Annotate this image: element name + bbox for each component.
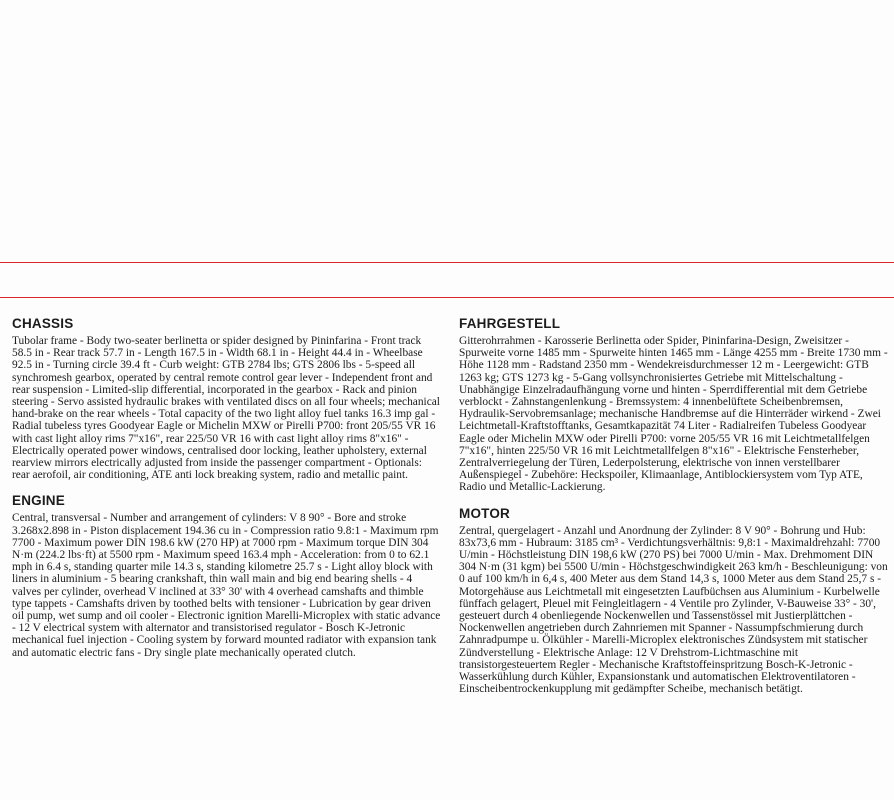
engine-section [12,493,442,658]
chassis-text: Tubolar frame - Body two-seater berlinetta or spider designed by Pininfarina - Front track 58.5 in - Rear track 57.7 in - Length 167.5 in - Width 68.1 in - Height 44.4 in - Wheelbase 92.5 in - Turning circle 39.4 ft - Curb weight: GTB 2784 lbs; GTS 2806 lbs - 5-speed all synchromesh gearbox, operated by central remote control gear lever - Independent front and rear suspension - Limited-slip differential, incorporated in the gearbox - Rack and pinion steering - Servo assisted hydraulic brakes with ventilated discs on all four wheels; mechanical hand-brake on the rear wheels - Total capacity of the two light alloy fuel tanks 16.3 imp gal - Radial tubeless tyres Goodyear Eagle or Michelin MXW or Pirelli P700: front 205/55 VR 16 with cast light alloy rims 7"x16", rear 225/50 VR 16 with cast light alloy rims 8"x16" - Electrically operated power windows, centralised door locking, leather upholstery, external rearview mirrors electrically adjusted from inside the passenger compartment - Optionals: rear aerofoil, air conditioning, ATE anti lock breaking system, radio and metallic paint. [12,335,440,482]
engine-heading: ENGINE [12,493,65,509]
fahrgestell-text: Gitterohrrahmen - Karosserie Berlinetta oder Spider, Pininfarina-Design, Zweisitzer - Spurweite vorne 1485 mm - Spurweite hinten 1465 mm - Länge 4255 mm - Breite 1730 mm - Höhe 1128 mm - Radstand 2350 mm - Wendekreisdurchmesser 12 m - Leergewicht: GTB 1263 kg; GTS 1273 kg - 5-Gang vollsynchronisiertes Getriebe mit Mittelschaltung - Unabhängige Einzelradaufhängung vorne und hinten - Sperrdifferential mit dem Getriebe verblockt - Zahnstangenlenkung - Bremssystem: 4 innenbelüftete Scheibenbremsen, Hydraulik-Servobremsanlage; mechanische Handbremse auf die Hinterräder wirkend - Zwei Leichtmetall-Kraftstofftanks, Gesamtkapazität 74 Liter - Radialreifen Tubeless Goodyear Eagle oder Michelin MXW oder Pirelli P700: vorne 205/55 VR 16 mit Leichtmetallfelgen 7"x16", hinten 225/50 VR 16 mit Leichtmetallfelgen 8"x16" - Elektrische Fensterheber, Zentralverriegelung der Türen, Lederpolsterung, elektrische von innen verstellbarer Außenspiegel - Zubehöre: Heckspoiler, Klimaanlage, Antiblockiersystem vom Typ ATE, Radio und Metallic-Lackierung. [459,335,888,494]
top-red-rule [0,262,894,263]
bottom-red-rule [0,297,894,298]
motor-heading: MOTOR [459,505,510,521]
english-column [12,316,442,659]
german-column [459,316,889,695]
chassis-section [12,316,442,481]
fahrgestell-heading: FAHRGESTELL [459,316,561,331]
fahrgestell-section [459,316,889,494]
motor-text: Zentral, quergelagert - Anzahl und Anordnung der Zylinder: 8 V 90° - Bohrung und Hub: 83x73,6 mm - Hubraum: 3185 cm³ - Verdichtungsverhältnis: 9,8:1 - Maximaldrehzahl: 7700 U/min - Höchstleistung DIN 198,6 kW (270 PS) bei 7000 U/min - Max. Drehmoment DIN 304 N·m (31 kgm) bei 5500 U/min - Höchstgeschwindigkeit 263 km/h - Beschleunigung: von 0 auf 100 km/h in 6,4 s, 400 Meter aus dem Stand 14,3 s, 1000 Meter aus dem Stand 25,7 s - Motorgehäuse aus Leichtmetall mit eingesetzten Laufbüchsen aus Aluminium - Kurbelwelle fünffach gelagert, Pleuel mit Feingleitlagern - 4 Ventile pro Zylinder, V-Bauweise 33° - 30', gesteuert durch 4 obenliegende Nockenwellen und Tassenstössel mit Justierplättchen - Nockenwellen angetrieben durch Zahnriemen mit Spanner - Nassumpfschmierung durch Zahnradpumpe u. Ölkühler - Marelli-Microplex elektronisches Zündsystem mit statischer Zündverstellung - Elektrische Anlage: 12 V Drehstrom-Lichtmaschine mit transistorgesteuertem Regler - Mechanische Kraftstoffeinspritzung Bosch-K-Jetronic - Wasserkühlung durch Kühler, Expansionstank und automatischen Elektroventilatoren - Einscheibentrockenkupplung mit gedämpfter Scheibe, mechanisch betätigt. [459,524,888,696]
engine-text: Central, transversal - Number and arrangement of cylinders: V 8 90° - Bore and stroke 3.268x2.898 in - Piston displacement 194.36 cu in - Compression ratio 9.8:1 - Maximum rpm 7700 - Maximum power DIN 198.6 kW (270 HP) at 7000 rpm - Maximum torque DIN 304 N·m (224.2 lbs·ft) at 5500 rpm - Maximum speed 163.4 mph - Acceleration: from 0 to 62.1 mph in 6.4 s, standing quarter mile 14.3 s, standing kilometre 25.7 s - Light alloy block with liners in aluminium - 5 bearing crankshaft, thin wall main and big end bearing shells - 4 valves per cylinder, overhead V inclined at 33° 30' with 4 overhead camshafts and thimble type tappets - Camshafts driven by toothed belts with tensioner - Lubrication by gear driven oil pump, wet sump and oil cooler - Electronic ignition Marelli-Microplex with static advance - 12 V electrical system with alternator and transistorised regulator - Bosch K-Jetronic mechanical fuel injection - Cooling system by forward mounted radiator with expansion tank and automatic electric fans - Dry single plate mechanically operated clutch. [12,512,441,659]
motor-section [459,506,889,696]
chassis-heading: CHASSIS [12,316,74,331]
